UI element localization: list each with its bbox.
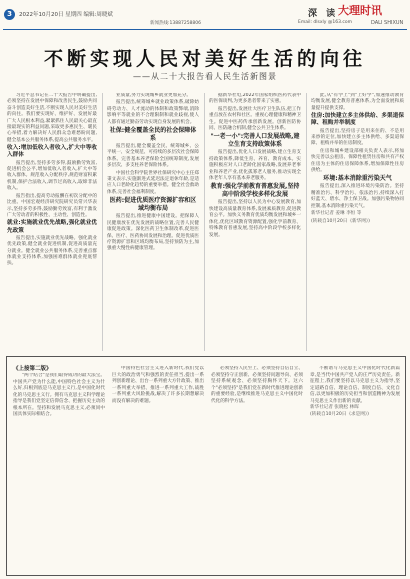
paragraph: 不断谱写马克思主义中国化时代化新篇章,是当代中国共产党人的庄严历史责任。新征程上,我们要坚持以马克思主义为指导,坚定道路自信、理论自信、制度自信、文化自信,以更加积极的历史担当和创造精神为发展马克思主义作出新的贡献。 xyxy=(310,366,400,404)
paragraph: 据新华社电,2022年国家组织医药代表中的医保谈判,为更多患者带来了实惠。 xyxy=(209,93,301,105)
boxed-column-3 xyxy=(211,366,303,569)
paragraph: 必须坚持人民至上、必须坚持自信自立、必须坚持守正创新、必须坚持问题导向、必须坚持系统观念、必须坚持胸怀天下。这六个"必须坚持"是我们党在新时代推进理论创新的重要经验,是继续推进马克思主义中国化时代化的科学方法。 xyxy=(211,366,303,404)
boxed-article-heading: 《上接第二版》 xyxy=(13,366,52,372)
paragraph: 报告提出,实施就业优先战略。强化就业优先政策,健全就业促进机制,促进高质量充分就业。健全就业公共服务体系,完善重点群体就业支持体系,加强困难群体就业兜底帮扶。 xyxy=(7,235,97,267)
paragraph: 报告提出,坚持以人民为中心发展教育,加快建设高质量教育体系,发展素质教育,促进教育公平。加快义务教育优质均衡发展和城乡一体化,优化区域教育资源配置,强化学前教育、特殊教育普惠发展,坚持高中阶段学校多样化发展。 xyxy=(209,200,301,238)
paragraph: 报告提出,统筹城乡就业政策体系,破除妨碍劳动力、人才流动的体制和政策弊端,消除影响平等就业的不合理限制和就业歧视,使人人都有通过勤奋劳动实现自身发展的机会。 xyxy=(107,100,199,125)
main-headline: 不断实现人民对美好生活的向往 xyxy=(43,48,366,70)
article-byline: 新华社记者 张晓松 林晖 xyxy=(310,405,359,410)
article-column-3 xyxy=(209,93,301,351)
paragraph: 中国社会科学院世界社保研究中心主任郑秉文表示,实施渐进式延迟法定退休年龄,是适应人口老龄化趋势的重要举措。健全社会救助体系,完善社会福利制度。 xyxy=(107,170,199,195)
paragraph: 报告提出,深入推进环境污染防治。坚持精准治污、科学治污、依法治污,持续深入打好蓝天、碧水、净土保卫战。加强污染物协同控制,基本消除重污染天气。 xyxy=(311,184,404,209)
page-header xyxy=(0,0,410,36)
column-divider xyxy=(306,93,307,351)
section-subheading: 社保:健全覆盖全民的社会保障体系 xyxy=(109,127,197,143)
article-column-4 xyxy=(311,93,404,351)
paragraph: 习近平总书记在二十大报告中明确提出,必须坚持在发展中保障和改善民生,鼓励共同奋斗创造美好生活,不断实现人民对美好生活的向往。我们要实现好、维护好、发展好最广大人民根本利益,紧紧抓住人民最关心最直接最现实的利益问题,采取更多惠民生、暖民心举措,着力解决好人民群众急难愁盼问题,健全基本公共服务体系,提高公共服务水平。 xyxy=(7,93,97,143)
column-divider xyxy=(102,93,103,351)
sub-headline: ——从二十大报告看人民生活新图景 xyxy=(133,72,277,81)
issue-date-editor: 2022年10月20日 星期四 编辑:周晓斌 xyxy=(19,12,113,18)
paragraph: 报告提出,推进健康中国建设。把保障人民健康放在优先发展的战略位置,完善人民健康促进政策。深化医药卫生体制改革,促进医保、医疗、医药协同发展和治理。促进优质医疗资源扩容和区域均衡布局,坚持预防为主,加强重大慢性病健康管理。 xyxy=(107,214,199,252)
article-column-2 xyxy=(107,93,199,351)
paragraph: 住房和城乡建设部相关负责人表示,将加快完善以公租房、保障性租赁住房和共有产权住房为主体的住房保障体系,增加保障性住房供给。 xyxy=(311,148,404,174)
section-subheading: "一老一小":完善人口发展战略,建立生育支持政策体系 xyxy=(210,133,300,149)
masthead-english: DALI SHIXUN xyxy=(371,20,404,26)
article-column-1 xyxy=(7,93,97,351)
paragraph: 报告提出,坚持房子是用来住的、不是用来炒的定位,加快建立多主体供给、多渠道保障、租购并举的住房制度。 xyxy=(311,128,404,147)
news-hotline: 新闻热线:13887258806 xyxy=(150,21,202,26)
paragraph: 报告指出,提高劳动报酬在初次分配中的比重。中国宏观经济研究院研究员常兴华表示,坚持多劳多得,鼓励勤劳致富,有利于激发广大劳动者的积极性、主动性、创造性。 xyxy=(7,193,97,218)
section-subheading: 医药:促进优质医疗资源扩容和区域均衡布局 xyxy=(109,197,197,213)
boxed-column-2 xyxy=(112,366,204,569)
paragraph: 业质量,努力实现城乡就业更加充分。 xyxy=(116,93,191,98)
contact-email: Email: dlsxly @163.com xyxy=(298,20,353,25)
section-subheading: 环境:基本消除重污染天气 xyxy=(323,175,392,183)
column-divider xyxy=(204,93,205,351)
paragraph: 此,从"有学上"到"上好学",加速推动教育均衡发展,健全教育普惠体系,为全面发展和质量提升提供支撑。 xyxy=(311,93,404,111)
article-source: (转载自10月20日《新华网》) xyxy=(311,218,370,224)
header-divider xyxy=(3,29,407,30)
paragraph: "两个结合"是我们取得成功的最大法宝。中国共产党为什么能,中国特色社会主义为什么好,归根到底是马克思主义行,是中国化时代化的马克思主义行。拥有马克思主义科学理论指导是我们党坚定信仰信念、把握历史主动的根本所在。坚持和发展马克思主义,必须同中国具体实际相结合。 xyxy=(13,373,105,417)
section-label: 深 读 xyxy=(308,9,339,19)
page-number-badge: 3 xyxy=(4,9,15,20)
paragraph: 中国特色社会主义进入新时代,我们党以巨大的政治勇气和强烈的责任担当,提出一系列创新理论、出台一系列重大方针政策、推出一系列重大举措、推进一系列重大工作,战胜一系列重大风险挑战,解决了许多长期想解决而没有解决的难题。 xyxy=(112,366,204,404)
paragraph: 报告提出,优化人口发展战略,建立生育支持政策体系,降低生育、养育、教育成本。实施积极应对人口老龄化国家战略,发展养老事业和养老产业,优化孤寡老人服务,推动实现全体老年人享有基本养老服务。 xyxy=(209,150,301,182)
paragraph: 报告提出,发展壮大医疗卫生队伍,把工作重点放在农村和社区。重视心理健康和精神卫生。促进中医药传承创新发展。创新医防协同、医防融合机制,健全公共卫生体系。 xyxy=(209,106,301,132)
paragraph: 报告提出,坚持多劳多得,鼓励勤劳致富,促进机会公平,增加低收入者收入,扩大中等收入群体。规范收入分配秩序,规范财富积累机制,保护合法收入,调节过高收入,取缔非法收入。 xyxy=(7,160,97,192)
section-subheading: 就业:实施就业优先战略,强化就业优先政策 xyxy=(7,220,97,234)
section-subheading: 收入:增加低收入者收入,扩大中等收入群体 xyxy=(7,145,97,159)
newspaper-masthead: 大理时讯 xyxy=(338,4,382,17)
paragraph: 报告提出,健全覆盖全民、统筹城乡、公平统一、安全规范、可持续的多层次社会保障体系。完善基本养老保险全国统筹制度,发展多层次、多支柱养老保险体系。 xyxy=(107,144,199,169)
section-subheading: 教育:强化学前教育普惠发展,坚持高中阶段学校多样化发展 xyxy=(210,183,300,199)
boxed-column-4 xyxy=(310,366,400,569)
section-subheading: 住房:加快建立多主体供给、多渠道保障、租购并举制度 xyxy=(311,113,404,127)
article-byline: 新华社记者 姜琳 李恒 等 xyxy=(311,211,362,217)
article-source: (转载自10月20日《求是网》) xyxy=(310,411,369,417)
boxed-column-1 xyxy=(13,373,105,569)
